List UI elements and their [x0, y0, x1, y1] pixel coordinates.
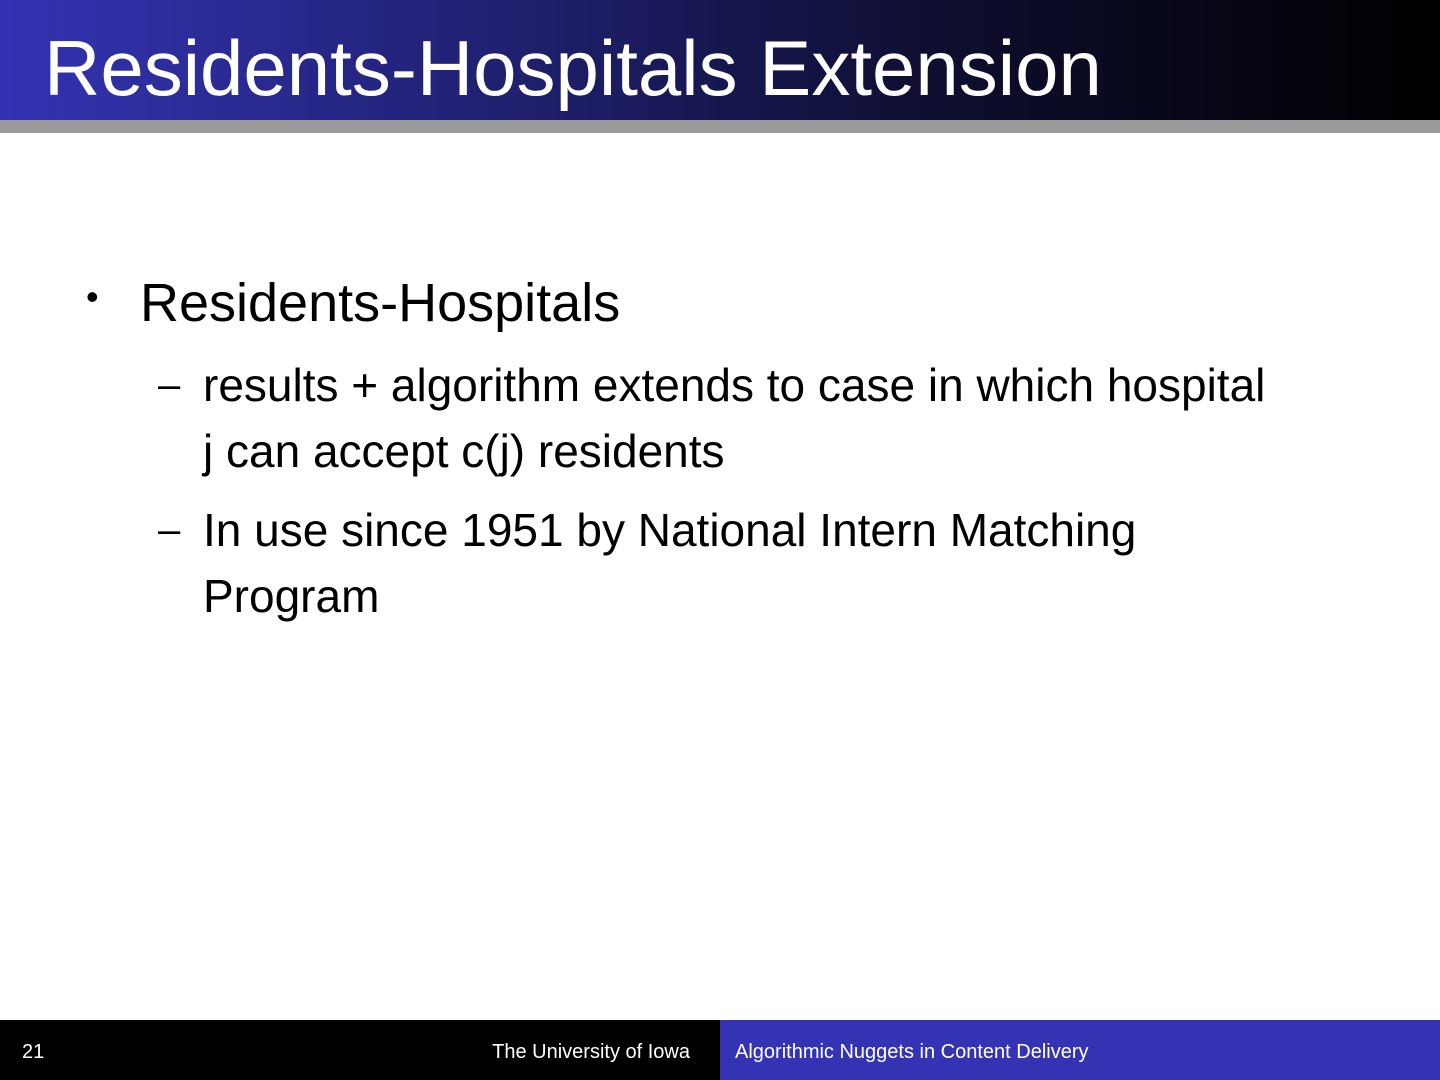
bullet-marker: •: [86, 276, 99, 317]
sub-bullet-marker: –: [158, 363, 181, 407]
slide-title: Residents-Hospitals Extension: [44, 24, 1102, 112]
footer-right-panel: [720, 1020, 1440, 1080]
sub-bullet-text: results + algorithm extends to case in which hospital j can accept c(j) residents: [203, 359, 1266, 477]
sub-bullet-text: In use since 1951 by National Intern Matching Program: [203, 504, 1137, 622]
slide-number: 21: [22, 1041, 45, 1063]
slide-footer: [0, 1020, 1440, 1080]
sub-bullet-marker: –: [158, 508, 181, 552]
bullet-text: Residents-Hospitals: [140, 273, 621, 333]
title-divider: [0, 120, 1440, 133]
title-bar: [0, 0, 1440, 120]
course-title: Algorithmic Nuggets in Content Delivery: [735, 1041, 1089, 1063]
institution-name: The University of Iowa: [492, 1041, 690, 1063]
footer-left-panel: [0, 1020, 720, 1080]
